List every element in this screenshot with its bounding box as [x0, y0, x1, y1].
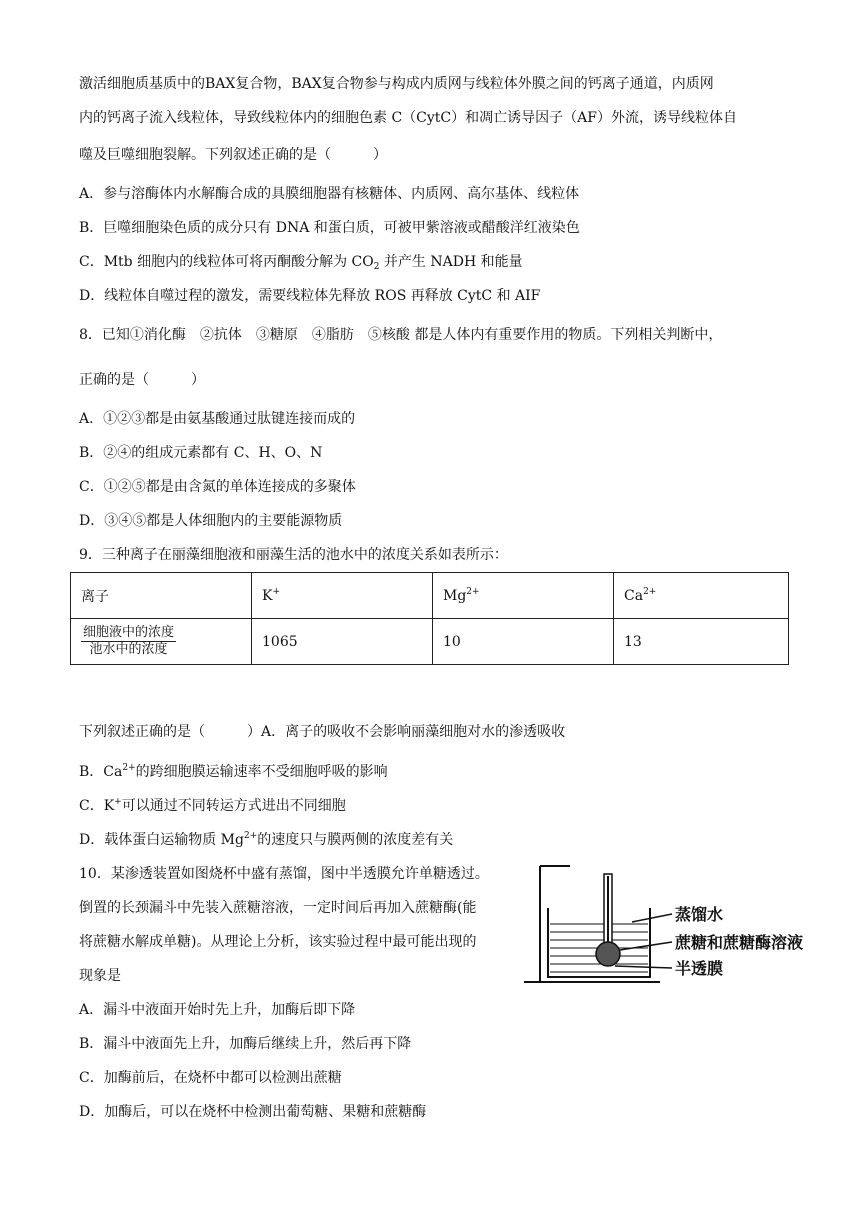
header-k-charge: + — [272, 586, 281, 597]
q10-option-d: D．加酶后，可以在烧杯中检测出葡萄糖、果糖和蔗糖酶 — [79, 1104, 427, 1120]
value-k: 1065 — [252, 619, 433, 665]
q10-stem-line-4: 现象是 — [79, 968, 121, 984]
q7-option-c — [79, 252, 523, 272]
value-ca: 13 — [614, 619, 789, 665]
q7-text-line-1: 激活细胞质基质中的BAX复合物，BAX复合物参与构成内质网与线粒体外膜之间的钙离子通道，内质网 — [79, 76, 714, 92]
header-k — [252, 573, 433, 619]
q8-option-d: D．③④⑤都是人体细胞内的主要能源物质 — [79, 513, 343, 529]
osmosis-apparatus-figure — [520, 862, 810, 992]
q9-option-d-post: 的速度只与膜两侧的浓度差有关 — [257, 832, 454, 848]
q7-text-line-2: 内的钙离子流入线粒体，导致线粒体内的细胞色素 C（CytC）和凋亡诱导因子（AF）外流，诱导线粒体自 — [79, 110, 737, 126]
table-row — [71, 619, 789, 665]
q9-option-c — [79, 796, 346, 816]
q9-option-b-pre: B．Ca — [79, 764, 123, 780]
q10-option-b: B．漏斗中液面先上升，加酶后继续上升，然后再下降 — [79, 1036, 412, 1052]
q9-stem-2: 下列叙述正确的是（ ）A．离子的吸收不会影响丽藻细胞对水的渗透吸收 — [79, 724, 566, 740]
leader-water — [632, 914, 672, 922]
header-ca-charge: 2+ — [643, 586, 657, 597]
header-ion: 离子 — [71, 573, 252, 619]
header-mg — [433, 573, 614, 619]
q9-option-c-sup: + — [114, 797, 122, 807]
header-mg-symbol: Mg — [443, 587, 467, 604]
header-k-symbol: K — [262, 587, 273, 604]
q7-option-a: A．参与溶酶体内水解酶合成的具膜细胞器有核糖体、内质网、高尔基体、线粒体 — [79, 186, 580, 202]
ratio-fraction — [81, 625, 176, 658]
q8-option-c: C．①②⑤都是由含氮的单体连接成的多聚体 — [79, 479, 356, 495]
ratio-denominator: 池水中的浓度 — [89, 642, 168, 657]
q7-option-b: B．巨噬细胞染色质的成分只有 DNA 和蛋白质，可被甲紫溶液或醋酸洋红液染色 — [79, 220, 580, 236]
funnel-bulb — [596, 942, 620, 966]
q8-stem-line-2: 正确的是（ ） — [79, 372, 205, 388]
value-mg: 10 — [433, 619, 614, 665]
q8-option-a: A．①②③都是由氨基酸通过肽键连接而成的 — [79, 411, 356, 427]
ion-concentration-table — [70, 572, 789, 665]
q10-stem-line-1: 10．某渗透装置如图烧杯中盛有蒸馏，图中半透膜允许单糖透过。 — [79, 866, 489, 882]
q10-option-c: C．加酶前后，在烧杯中都可以检测出蔗糖 — [79, 1070, 342, 1086]
header-mg-charge: 2+ — [466, 586, 480, 597]
q9-option-c-pre: C．K — [79, 798, 115, 814]
label-distilled-water: 蒸馏水 — [675, 905, 724, 924]
ratio-numerator: 细胞液中的浓度 — [83, 625, 175, 640]
q9-option-d-sup: 2+ — [243, 831, 258, 841]
q9-stem: 9．三种离子在丽藻细胞液和丽藻生活的池水中的浓度关系如表所示： — [79, 547, 508, 563]
q10-option-a: A．漏斗中液面开始时先上升，加酶后即下降 — [79, 1002, 356, 1018]
leader-solution — [620, 942, 672, 950]
q9-option-d — [79, 830, 453, 850]
q9-option-c-post: 可以通过不同转运方式进出不同细胞 — [121, 798, 346, 814]
leader-membrane — [615, 966, 672, 968]
table-header-row — [71, 573, 789, 619]
label-sucrose-solution: 蔗糖和蔗糖酶溶液 — [675, 933, 804, 952]
q8-option-b: B．②④的组成元素都有 C、H、O、N — [79, 445, 323, 461]
q7-option-c-sub: 2 — [373, 262, 380, 272]
header-ca — [614, 573, 789, 619]
q9-option-d-pre: D．载体蛋白运输物质 Mg — [79, 832, 244, 848]
q7-option-c-pre: C．Mtb 细胞内的线粒体可将丙酮酸分解为 CO — [79, 254, 374, 270]
q8-stem-line-1: 8．已知①消化酶 ②抗体 ③糖原 ④脂肪 ⑤核酸 都是人体内有重要作用的物质。下列相关判断中， — [79, 327, 723, 343]
q9-option-b — [79, 762, 388, 782]
ratio-label-cell — [71, 619, 252, 665]
q9-option-b-sup: 2+ — [122, 763, 136, 773]
q10-stem-line-3: 将蔗糖水解成单糖)。从理论上分析，该实验过程中最可能出现的 — [79, 934, 477, 950]
header-ca-symbol: Ca — [624, 587, 644, 604]
q7-option-d: D．线粒体自噬过程的激发，需要线粒体先释放 ROS 再释放 CytC 和 AIF — [79, 288, 541, 304]
q10-stem-line-2: 倒置的长颈漏斗中先装入蔗糖溶液，一定时间后再加入蔗糖酶(能 — [79, 900, 477, 916]
q7-text-line-3: 噬及巨噬细胞裂解。下列叙述正确的是（ ） — [79, 147, 387, 163]
q7-option-c-post: 并产生 NADH 和能量 — [379, 254, 523, 270]
q9-option-b-post: 的跨细胞膜运输速率不受细胞呼吸的影响 — [135, 764, 388, 780]
label-semipermeable-membrane: 半透膜 — [675, 959, 724, 978]
